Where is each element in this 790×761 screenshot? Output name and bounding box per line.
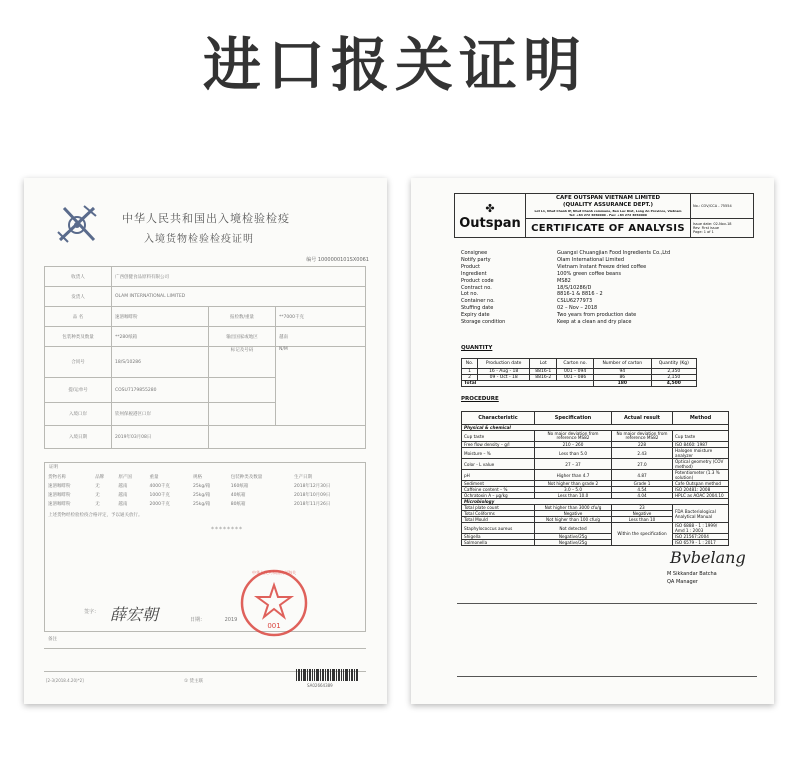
doc-meta bbox=[691, 219, 754, 238]
certificate-info-table bbox=[44, 266, 366, 449]
port-label: 入境口岸 bbox=[45, 403, 112, 426]
proc-cell: Shigella bbox=[462, 534, 535, 540]
origin-label: 输出国家或地区 bbox=[209, 327, 276, 347]
proc-cell: ISO 20481: 2008 bbox=[673, 487, 729, 493]
info-row: Product code MS82 bbox=[461, 277, 571, 284]
table-row bbox=[45, 327, 366, 347]
goods-header-cell: 包装种类及数量 bbox=[230, 474, 263, 480]
table-row bbox=[462, 448, 729, 459]
table-row bbox=[46, 499, 364, 508]
goods-cell: 无 bbox=[95, 492, 100, 498]
qty-header-cell: Lot bbox=[530, 359, 557, 369]
logo-text: Outspan bbox=[459, 215, 521, 231]
signature: 薛宏朝 bbox=[110, 605, 159, 624]
table-row bbox=[45, 287, 366, 307]
goods-cell: 越南 bbox=[118, 492, 128, 498]
proc-cell: Not higher than grade 2 bbox=[535, 481, 612, 487]
qty-total-label: Total bbox=[462, 381, 594, 387]
goods-header-cell: 原产国 bbox=[118, 474, 132, 480]
proc-cell: HPLC as AOAC 2004.10 bbox=[673, 493, 729, 499]
proc-cell: Optical geometry (COV method) bbox=[673, 459, 729, 470]
procedure-table bbox=[461, 411, 729, 546]
proc-cell: Negative/25g bbox=[535, 534, 612, 540]
table-row bbox=[46, 472, 364, 481]
proc-cell: Grade 1 bbox=[612, 481, 673, 487]
certification-label: 证明 bbox=[49, 465, 58, 470]
weight-value: **7000千克 bbox=[276, 307, 366, 327]
proc-cell: ISO 8460: 1987 bbox=[673, 442, 729, 448]
table-row bbox=[462, 412, 729, 425]
goods-cell: 2018年12月30日 bbox=[294, 483, 331, 489]
category-physical: Physical & chemical bbox=[462, 425, 729, 431]
proc-cell: Potentiometer (1.3 % solution) bbox=[673, 470, 729, 481]
proc-cell: 3.0 – 5.0 bbox=[535, 487, 612, 493]
qty-header-cell: No. bbox=[462, 359, 478, 369]
consignee-label: 收货人 bbox=[45, 267, 112, 287]
proc-cell: 4.54 bbox=[612, 487, 673, 493]
proc-cell: 27.0 bbox=[612, 459, 673, 470]
within-spec-cell: Within the specification bbox=[612, 523, 673, 546]
sign-label: 签字： bbox=[84, 609, 100, 615]
coa-title: CERTIFICATE OF ANALYSIS bbox=[526, 219, 691, 238]
entry-date-value: 2019年03月08日 bbox=[112, 426, 209, 449]
consignee-value: 广西创健食品原料有限公司 bbox=[112, 267, 366, 287]
table-row bbox=[462, 459, 729, 470]
company-block bbox=[526, 194, 691, 219]
info-row: Stuffing date 02 – Nov – 2018 bbox=[461, 305, 598, 312]
qty-cell: 001 – 086 bbox=[557, 375, 594, 381]
goods-cell: 25kg/箱 bbox=[193, 483, 211, 489]
proc-cell: Cup taste bbox=[462, 431, 535, 442]
info-row: Contract no. 18/S/10286/D bbox=[461, 284, 592, 291]
proc-cell: 23 bbox=[612, 505, 673, 511]
proc-cell: Halogen moisture analyzer bbox=[673, 448, 729, 459]
proc-cell: Ochratoxin A – µg/kg bbox=[462, 493, 535, 499]
proc-cell: Less than 10.0 bbox=[535, 493, 612, 499]
goods-cell: 80纸箱 bbox=[230, 501, 246, 507]
table-row bbox=[462, 540, 729, 546]
qty-total-kg: 4,500 bbox=[651, 381, 696, 387]
goods-cell: 速溶咖啡粉 bbox=[48, 501, 71, 507]
qty-cell: 86 bbox=[594, 375, 652, 381]
qty-cell: 001 – 094 bbox=[557, 369, 594, 375]
goods-cell: 1000千克 bbox=[149, 492, 170, 498]
date-value: 2019 bbox=[224, 617, 238, 623]
consignor-value: OLAM INTERNATIONAL LIMITED bbox=[112, 287, 366, 307]
table-row bbox=[462, 431, 729, 442]
qa-manager-title: QA Manager bbox=[667, 579, 698, 585]
consignor-label: 发货人 bbox=[45, 287, 112, 307]
qa-signature: Bvbelang bbox=[670, 548, 746, 567]
proc-header-cell: Characteristic bbox=[462, 412, 535, 425]
proc-cell: Negative bbox=[535, 511, 612, 517]
goods-cell: 无 bbox=[95, 483, 100, 489]
package-label: 包装种类及数量 bbox=[45, 327, 112, 347]
weight-label: 报检数/重量 bbox=[209, 307, 276, 327]
leaf-icon: ✤ bbox=[485, 201, 495, 215]
proc-cell: Less than 10 bbox=[612, 517, 673, 523]
procedure-heading: PROCEDURE bbox=[461, 396, 499, 402]
page-title: 进口报关证明 bbox=[202, 31, 587, 99]
goods-header-cell: 重量 bbox=[149, 474, 159, 480]
date-label bbox=[190, 616, 237, 623]
barcode bbox=[296, 669, 358, 681]
qty-cell: 2,350 bbox=[651, 369, 696, 375]
proc-cell: ISO 6579 - 1 : 2017 bbox=[673, 540, 729, 546]
goods-cell: 2018年10月09日 bbox=[294, 492, 331, 498]
goods-cell: 2018年11月26日 bbox=[294, 501, 331, 507]
company-address: Lot L1, Nhut Chanh IP, Nhut Chanh commune, Ben Luc Dist, Long An Province, Vietnam bbox=[534, 209, 682, 213]
qa-manager-name: M Sikkandar Batcha bbox=[667, 571, 717, 577]
proc-cell: FDA Bacteriological Analytical Manual bbox=[673, 505, 729, 523]
product-label: 品 名 bbox=[45, 307, 112, 327]
company-name: CAFE OUTSPAN VIETNAM LIMITED bbox=[555, 195, 661, 201]
contract-value: 18/S/10286 bbox=[112, 347, 209, 378]
revision: Rev: First issue bbox=[693, 226, 720, 230]
issue-date: Issue date: 02-Nov-18 bbox=[693, 222, 732, 226]
entry-date-label: 入境日期 bbox=[45, 426, 112, 449]
seal-code: 001 bbox=[267, 622, 281, 630]
proc-cell: Moisture – % bbox=[462, 448, 535, 459]
divider bbox=[457, 676, 757, 677]
table-row bbox=[45, 267, 366, 287]
qty-header-cell: Number of carton bbox=[594, 359, 652, 369]
goods-header-cell: 货物名称 bbox=[48, 474, 66, 480]
qty-header-cell: Production date bbox=[478, 359, 530, 369]
customs-certificate bbox=[24, 178, 387, 704]
proc-cell: 4.87 bbox=[612, 470, 673, 481]
goods-cell: 越南 bbox=[118, 483, 128, 489]
proc-cell: ISO 21567:2004 bbox=[673, 534, 729, 540]
qty-cell: 2,150 bbox=[651, 375, 696, 381]
marks-value: N/M bbox=[276, 347, 366, 426]
proc-cell: Less than 5.0 bbox=[535, 448, 612, 459]
certification-note: 上述货物经检验检疫合格评定，予以通关放行。 bbox=[48, 513, 143, 518]
proc-cell: 228 bbox=[612, 442, 673, 448]
info-row: Lot no. 8816-1 & 8816 - 2 bbox=[461, 291, 603, 298]
goods-header-cell: 生产日期 bbox=[294, 474, 312, 480]
doc-number: No.: COV/CCA - 75554 bbox=[691, 194, 754, 219]
info-row: Consignee Guangxi Chuangjian Food Ingredients Co.,Ltd bbox=[461, 250, 671, 256]
proc-cell: 4.04 bbox=[612, 493, 673, 499]
product-value: 速溶咖啡粉 bbox=[112, 307, 209, 327]
table-row bbox=[462, 470, 729, 481]
proc-cell: Not detected bbox=[535, 523, 612, 534]
proc-cell: ISO 6888 - 1 : 1999/ Amd 1 : 2003 bbox=[673, 523, 729, 534]
proc-cell: No major deviation from reference MS82 bbox=[612, 431, 673, 442]
goods-cell: 速溶咖啡粉 bbox=[48, 483, 71, 489]
goods-cell: 25kg/箱 bbox=[193, 492, 211, 498]
goods-cell: 4000千克 bbox=[149, 483, 170, 489]
info-row: Expiry date Two years from production date bbox=[461, 312, 637, 319]
barcode-number: SA02664389 bbox=[307, 683, 333, 688]
remark-label: 备注 bbox=[48, 637, 57, 642]
shipment-info bbox=[461, 250, 670, 326]
proc-header-cell: Method bbox=[673, 412, 729, 425]
date-label-text: 日期： bbox=[190, 617, 206, 623]
proc-cell: Not higher than 3000 cfu/g bbox=[535, 505, 612, 511]
seal-text: 中华人民共和国钦州海关 bbox=[252, 570, 296, 575]
proc-cell: No major deviation from reference MS82 bbox=[535, 431, 612, 442]
customs-emblem-icon bbox=[54, 202, 100, 248]
proc-cell: Salmonella bbox=[462, 540, 535, 546]
proc-cell: Cafe Outspan method bbox=[673, 481, 729, 487]
bill-label: 提/运单号 bbox=[45, 378, 112, 403]
official-seal bbox=[239, 568, 309, 638]
origin-value: 越南 bbox=[276, 327, 366, 347]
proc-cell: 2.43 bbox=[612, 448, 673, 459]
info-row: Product Vietnam Instant Freeze dried coffee bbox=[461, 263, 647, 270]
goods-cell: 160纸箱 bbox=[230, 483, 249, 489]
qty-header-cell: Carton no. bbox=[557, 359, 594, 369]
divider bbox=[457, 603, 757, 604]
certificate-subheader: 入境货物检验检疫证明 bbox=[144, 234, 254, 245]
goods-cell: 无 bbox=[95, 501, 100, 507]
table-row bbox=[462, 523, 729, 534]
goods-cell: 25kg/箱 bbox=[193, 501, 211, 507]
proc-cell: Higher than 4.7 bbox=[535, 470, 612, 481]
proc-header-cell: Specification bbox=[535, 412, 612, 425]
proc-cell: Not higher than 100 cfu/g bbox=[535, 517, 612, 523]
goods-header-cell: 规格 bbox=[193, 474, 203, 480]
contract-label: 合同号 bbox=[45, 347, 112, 378]
certificate-header: 中华人民共和国出入境检验检疫 bbox=[122, 212, 290, 225]
proc-cell: Free flow density – g/l bbox=[462, 442, 535, 448]
table-row bbox=[45, 307, 366, 327]
proc-cell: pH bbox=[462, 470, 535, 481]
category-microbiology: Microbiology bbox=[462, 499, 729, 505]
proc-cell: Negative bbox=[612, 511, 673, 517]
qty-cell: 8816-2 bbox=[530, 375, 557, 381]
proc-cell: Total Mould bbox=[462, 517, 535, 523]
qa-manager-block bbox=[667, 570, 717, 586]
port-value: 钦州保税港区口岸 bbox=[112, 403, 209, 426]
bill-value: COSU7179855280 bbox=[112, 378, 209, 403]
coa-header bbox=[454, 193, 754, 238]
certificate-of-analysis bbox=[411, 178, 774, 704]
certificate-number: 编号 1000000101SX0061 bbox=[306, 257, 369, 263]
goods-table bbox=[46, 472, 364, 508]
table-row bbox=[462, 381, 697, 387]
qty-cell: 09 - Oct - 18 bbox=[478, 375, 530, 381]
qty-cell: 2 bbox=[462, 375, 478, 381]
table-row bbox=[46, 481, 364, 490]
company-dept: (QUALITY ASSURANCE DEPT.) bbox=[562, 202, 654, 208]
qty-total-cartons: 180 bbox=[594, 381, 652, 387]
qty-header-cell: Quantity (Kg) bbox=[651, 359, 696, 369]
info-row: Storage condition Keep at a clean and dry place bbox=[461, 319, 632, 326]
qty-cell: 8816-1 bbox=[530, 369, 557, 375]
qty-cell: 16 - Aug - 18 bbox=[478, 369, 530, 375]
info-row: Ingredient 100% green coffee beans bbox=[461, 270, 621, 277]
proc-cell: Sediment bbox=[462, 481, 535, 487]
table-row bbox=[462, 359, 697, 369]
goods-cell: 越南 bbox=[118, 501, 128, 507]
table-row bbox=[46, 490, 364, 499]
proc-cell: Total Coliforms bbox=[462, 511, 535, 517]
company-phone: Tel: +84 272 3650000 - Fax: +84 272 3650000 bbox=[569, 213, 647, 217]
proc-cell: Cup taste bbox=[673, 431, 729, 442]
goods-cell: 40纸箱 bbox=[230, 492, 246, 498]
goods-header-cell: 品牌 bbox=[95, 474, 105, 480]
table-row bbox=[45, 426, 366, 449]
marks-label: 标记及号码 bbox=[209, 347, 276, 378]
info-row: Notify party Olam International Limited bbox=[461, 256, 624, 263]
form-code: [2-3(2018.4.20)*2] bbox=[46, 678, 84, 683]
goods-cell: 速溶咖啡粉 bbox=[48, 492, 71, 498]
qty-cell: 94 bbox=[594, 369, 652, 375]
page-count: Page: 1 of 1 bbox=[693, 230, 714, 234]
proc-cell: Total plate count bbox=[462, 505, 535, 511]
proc-cell: Staphylococcus aureus bbox=[462, 523, 535, 534]
table-row bbox=[45, 347, 366, 378]
proc-header-cell: Actual result bbox=[612, 412, 673, 425]
proc-cell: Negative/25g bbox=[535, 540, 612, 546]
proc-cell: Color - L value bbox=[462, 459, 535, 470]
qty-cell: 1 bbox=[462, 369, 478, 375]
proc-cell: 210 – 260 bbox=[535, 442, 612, 448]
outspan-logo bbox=[455, 194, 526, 238]
goods-cell: 2000千克 bbox=[149, 501, 170, 507]
proc-cell: Caffeine content – % bbox=[462, 487, 535, 493]
quantity-heading: QUANTITY bbox=[461, 345, 493, 351]
info-row: Container no. CSLU6277973 bbox=[461, 298, 593, 305]
copy-type: ① 货主联 bbox=[184, 679, 203, 684]
proc-cell: 27 – 37 bbox=[535, 459, 612, 470]
quantity-table bbox=[461, 358, 697, 387]
asterisk-separator: ******** bbox=[211, 526, 243, 533]
package-value: **280纸箱 bbox=[112, 327, 209, 347]
